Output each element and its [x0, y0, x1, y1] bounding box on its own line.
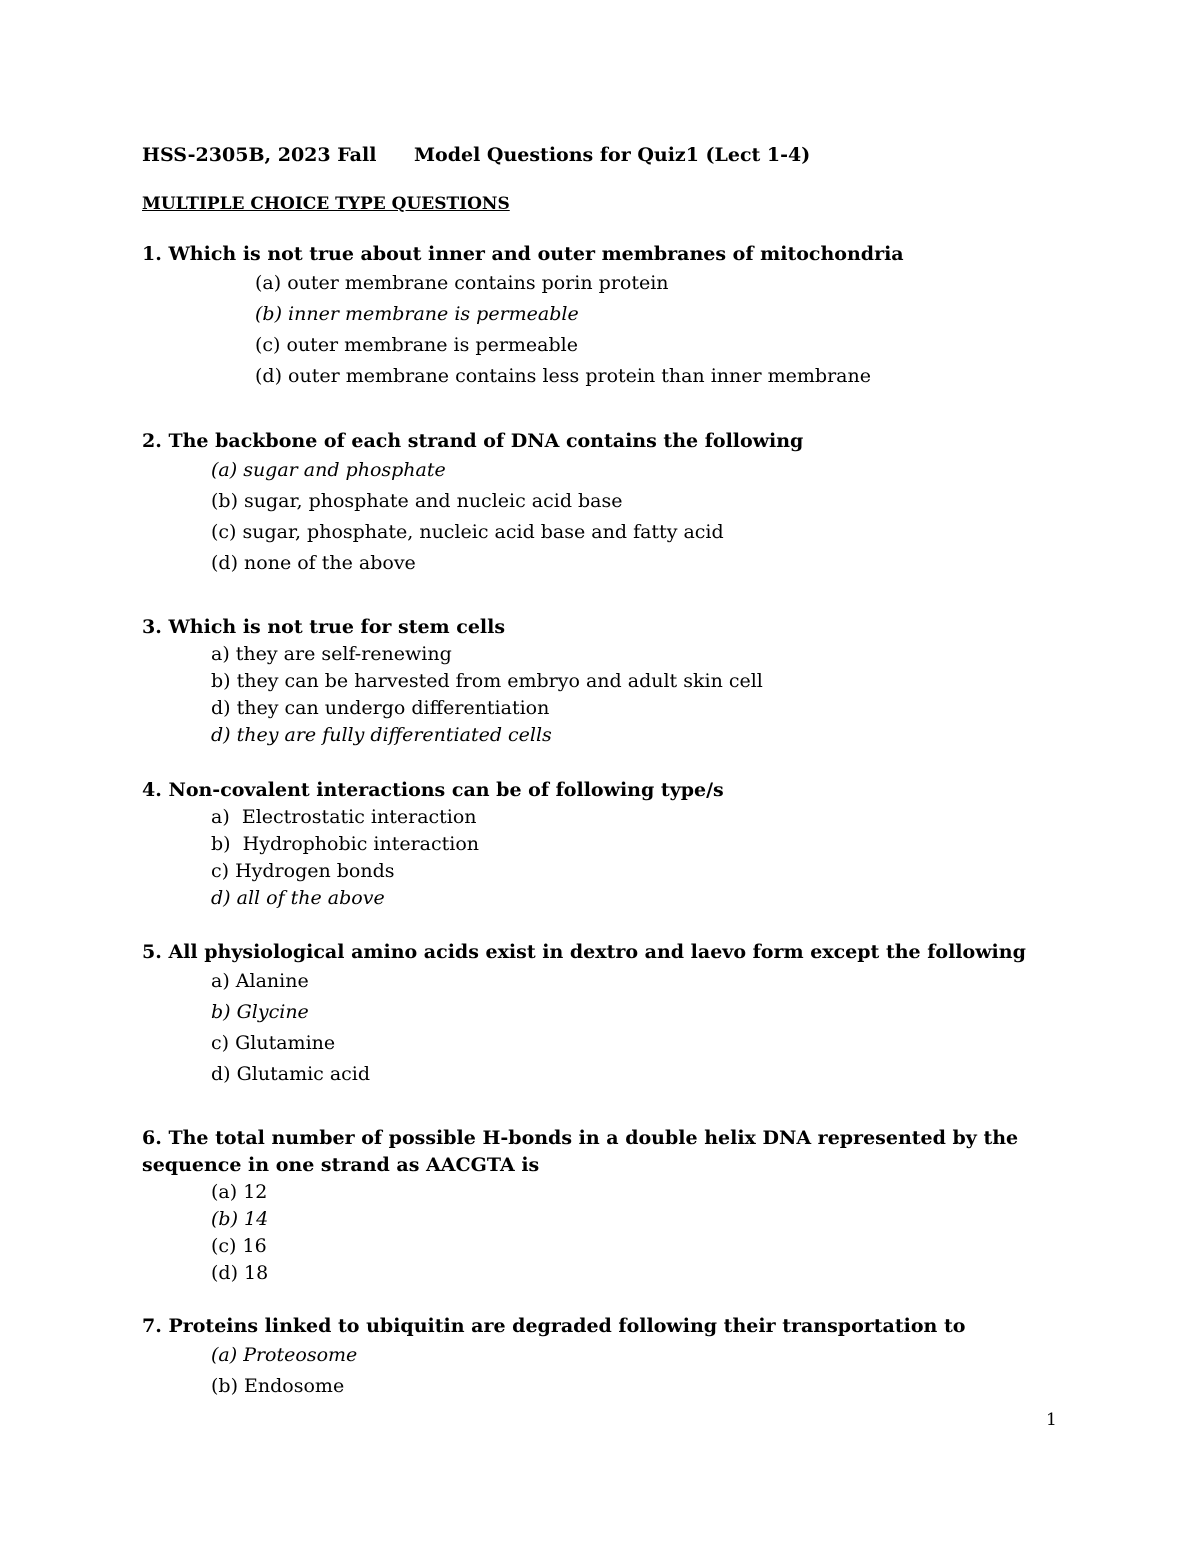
option: (c) outer membrane is permeable: [255, 334, 578, 356]
option: (b) sugar, phosphate and nucleic acid base: [211, 490, 623, 512]
question-text: 3. Which is not true for stem cells: [142, 616, 506, 638]
question-6: [142, 1125, 1082, 1287]
option: b) they can be harvested from embryo and adult skin cell: [211, 670, 763, 692]
question-2: [142, 428, 1082, 579]
question-text: 6. The total number of possible H-bonds in a double helix DNA represented by the sequence in one strand as AACGTA is: [142, 1127, 1019, 1176]
option: b) Hydrophobic interaction: [211, 833, 480, 855]
page-header: [142, 144, 810, 166]
option: (c) sugar, phosphate, nucleic acid base and fatty acid: [211, 521, 724, 543]
option: (a) 12: [211, 1181, 268, 1203]
option-correct: b) Glycine: [211, 1001, 309, 1023]
course-code: HSS-2305B, 2023 Fall: [142, 144, 377, 166]
option: d) they can undergo differentiation: [211, 697, 550, 719]
option-list: [142, 1340, 1082, 1402]
question-text: 4. Non-covalent interactions can be of following type/s: [142, 779, 724, 801]
option-correct: (b) 14: [211, 1208, 269, 1230]
option-list: [142, 966, 1082, 1090]
option: c) Glutamine: [211, 1032, 336, 1054]
option-correct: (b) inner membrane is permeable: [255, 303, 579, 325]
page-number: 1: [1046, 1410, 1057, 1430]
option-correct: d) they are fully differentiated cells: [211, 724, 552, 746]
document-title: Model Questions for Quiz1 (Lect 1-4): [414, 144, 811, 166]
question-4: [142, 777, 1082, 912]
option-list: [142, 455, 1082, 579]
option: (d) outer membrane contains less protein than inner membrane: [255, 365, 871, 387]
question-text: 1. Which is not true about inner and outer membranes of mitochondria: [142, 243, 904, 265]
option-correct: (a) sugar and phosphate: [211, 459, 446, 481]
option: a) Alanine: [211, 970, 309, 992]
section-title: MULTIPLE CHOICE TYPE QUESTIONS: [142, 194, 510, 214]
option-list: [142, 641, 1082, 749]
option-correct: d) all of the above: [211, 887, 385, 909]
option-list: [142, 268, 1082, 392]
option: (a) outer membrane contains porin protein: [255, 272, 669, 294]
question-text: 7. Proteins linked to ubiquitin are degraded following their transportation to: [142, 1315, 966, 1337]
question-text: 2. The backbone of each strand of DNA contains the following: [142, 430, 804, 452]
question-7: [142, 1313, 1082, 1402]
question-text: 5. All physiological amino acids exist in dextro and laevo form except the following: [142, 941, 1026, 963]
option: (d) 18: [211, 1262, 269, 1284]
option-list: [142, 804, 1082, 912]
option: (d) none of the above: [211, 552, 416, 574]
question-1: [142, 241, 1082, 392]
question-3: [142, 614, 1082, 749]
option: a) Electrostatic interaction: [211, 806, 477, 828]
option: a) they are self-renewing: [211, 643, 452, 665]
option: d) Glutamic acid: [211, 1063, 371, 1085]
option: (c) 16: [211, 1235, 267, 1257]
question-5: [142, 939, 1082, 1090]
option: (b) Endosome: [211, 1375, 345, 1397]
option-list: [142, 1179, 1082, 1287]
option: c) Hydrogen bonds: [211, 860, 395, 882]
option-correct: (a) Proteosome: [211, 1344, 358, 1366]
